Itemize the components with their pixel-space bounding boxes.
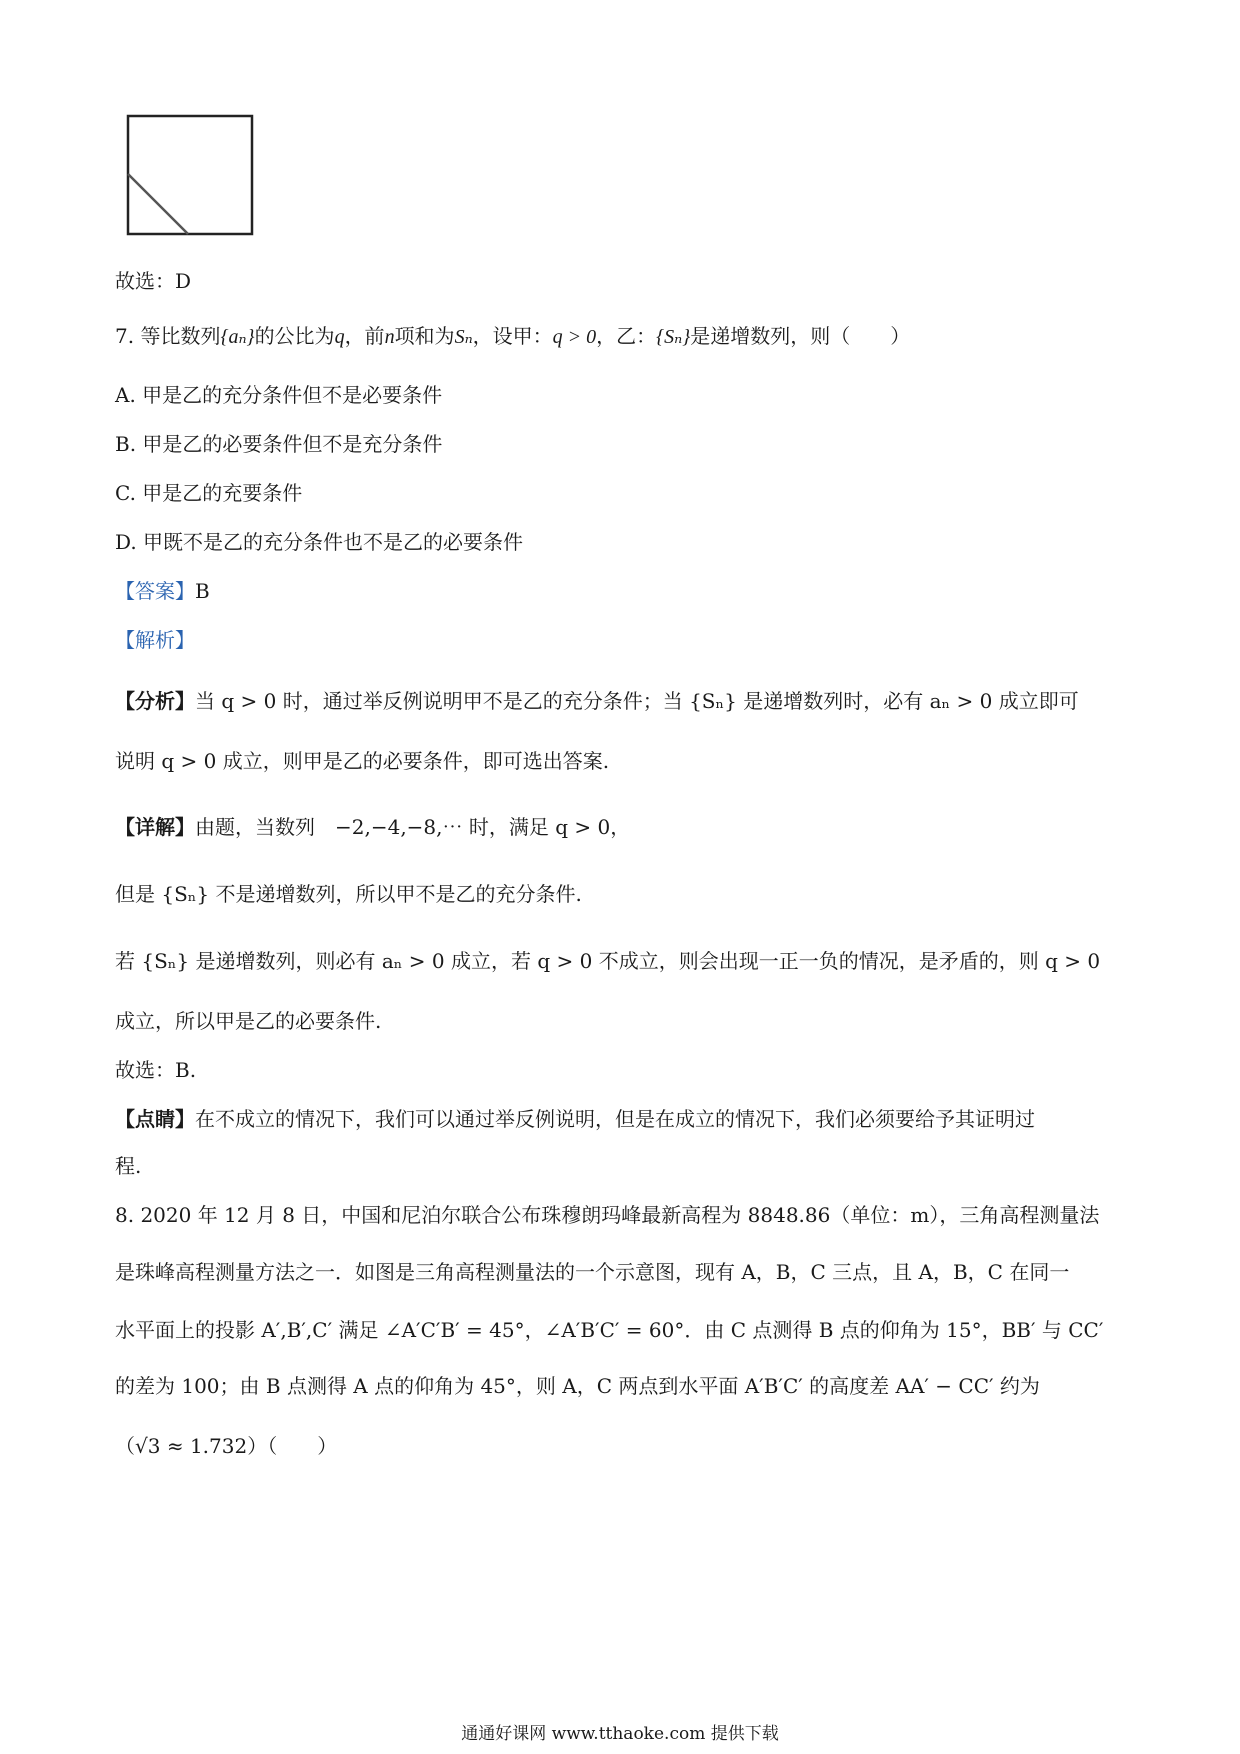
q7-stem-prefix: 7. 等比数列 — [115, 324, 221, 348]
q7-stem — [115, 321, 910, 352]
xiangjie-line-3: 若 {Sₙ} 是递增数列，则必有 aₙ > 0 成立，若 q > 0 不成立，则会出现一正一负的情况，是矛盾的，则 q > 0 — [115, 949, 1101, 973]
q7-var-n: n — [384, 326, 395, 348]
q7-conclusion: 故选：B. — [115, 1058, 197, 1082]
fenxi-text-1: 当 q > 0 时，通过举反例说明甲不是乙的充分条件；当 {Sₙ} 是递增数列时，必有 aₙ > 0 成立即可 — [195, 689, 1079, 713]
q8-line-2: 是珠峰高程测量方法之一．如图是三角高程测量法的一个示意图，现有 A，B，C 三点，且 A，B，C 在同一 — [115, 1260, 1070, 1284]
q8-line-5: （√3 ≈ 1.732）（ ） — [115, 1434, 338, 1458]
answer-value: B — [195, 579, 210, 603]
fenxi-label: 【分析】 — [115, 689, 195, 713]
xiangjie-text-1: 由题，当数列 −2,−4,−8,⋯ 时，满足 q > 0， — [195, 815, 631, 839]
q7-stem-mid2: ，前 — [344, 324, 385, 348]
q7-var-q: q — [334, 326, 345, 348]
q7-var-Sn: Sₙ — [454, 326, 473, 348]
answer-label: 【答案】 — [115, 579, 195, 603]
q7-stem-mid5: ，乙： — [596, 324, 657, 348]
q8-line-1: 8. 2020 年 12 月 8 日，中国和尼泊尔联合公布珠穆朗玛峰最新高程为 8848.86（单位：m），三角高程测量法 — [115, 1203, 1100, 1227]
footer-watermark: 通通好课网 www.tthaoke.com 提供下载 — [461, 1724, 779, 1744]
dianjing-label: 【点睛】 — [115, 1107, 195, 1131]
xiangjie-line-4: 成立，所以甲是乙的必要条件. — [115, 1009, 382, 1033]
xiangjie-label: 【详解】 — [115, 815, 195, 839]
q7-stem-suffix: 是递增数列，则（ ） — [690, 324, 911, 348]
jiexi-label-text: 【解析】 — [115, 628, 195, 652]
q7-cond-q: q > 0 — [552, 326, 597, 348]
dianjing-line-2: 程. — [115, 1154, 142, 1178]
q7-seq-an: {aₙ} — [220, 326, 255, 348]
q6-conclusion: 故选：D — [115, 269, 192, 293]
q8-line-4: 的差为 100；由 B 点测得 A 点的仰角为 45°，则 A，C 两点到水平面 A′B′C′ 的高度差 AA′ − CC′ 约为 — [115, 1374, 1040, 1398]
q7-stem-mid4: ，设甲： — [472, 324, 553, 348]
xiangjie-line-1 — [115, 812, 630, 842]
jiexi-label — [115, 625, 195, 655]
q7-stem-mid3: 项和为 — [394, 324, 455, 348]
q7-seq-Sn: {Sₙ} — [656, 326, 691, 348]
dianjing-text-1: 在不成立的情况下，我们可以通过举反例说明，但是在成立的情况下，我们必须要给予其证明过 — [195, 1107, 1035, 1131]
fenxi-line-1 — [115, 686, 1079, 716]
option-d: D. 甲既不是乙的充分条件也不是乙的必要条件 — [115, 530, 524, 554]
q8-line-3: 水平面上的投影 A′,B′,C′ 满足 ∠A′C′B′ = 45°，∠A′B′C′ = 60°．由 C 点测得 B 点的仰角为 15°，BB′ 与 CC′ — [115, 1318, 1104, 1342]
fenxi-line-2: 说明 q > 0 成立，则甲是乙的必要条件，即可选出答案. — [115, 749, 610, 773]
option-c: C. 甲是乙的充要条件 — [115, 481, 303, 505]
answer-line — [115, 576, 210, 606]
option-b: B. 甲是乙的必要条件但不是充分条件 — [115, 432, 443, 456]
xiangjie-line-2: 但是 {Sₙ} 不是递增数列，所以甲不是乙的充分条件. — [115, 882, 582, 906]
option-a: A. 甲是乙的充分条件但不是必要条件 — [115, 383, 443, 407]
q7-stem-mid1: 的公比为 — [254, 324, 335, 348]
dianjing-line-1 — [115, 1104, 1035, 1134]
figure-square-with-diagonal — [126, 114, 256, 236]
